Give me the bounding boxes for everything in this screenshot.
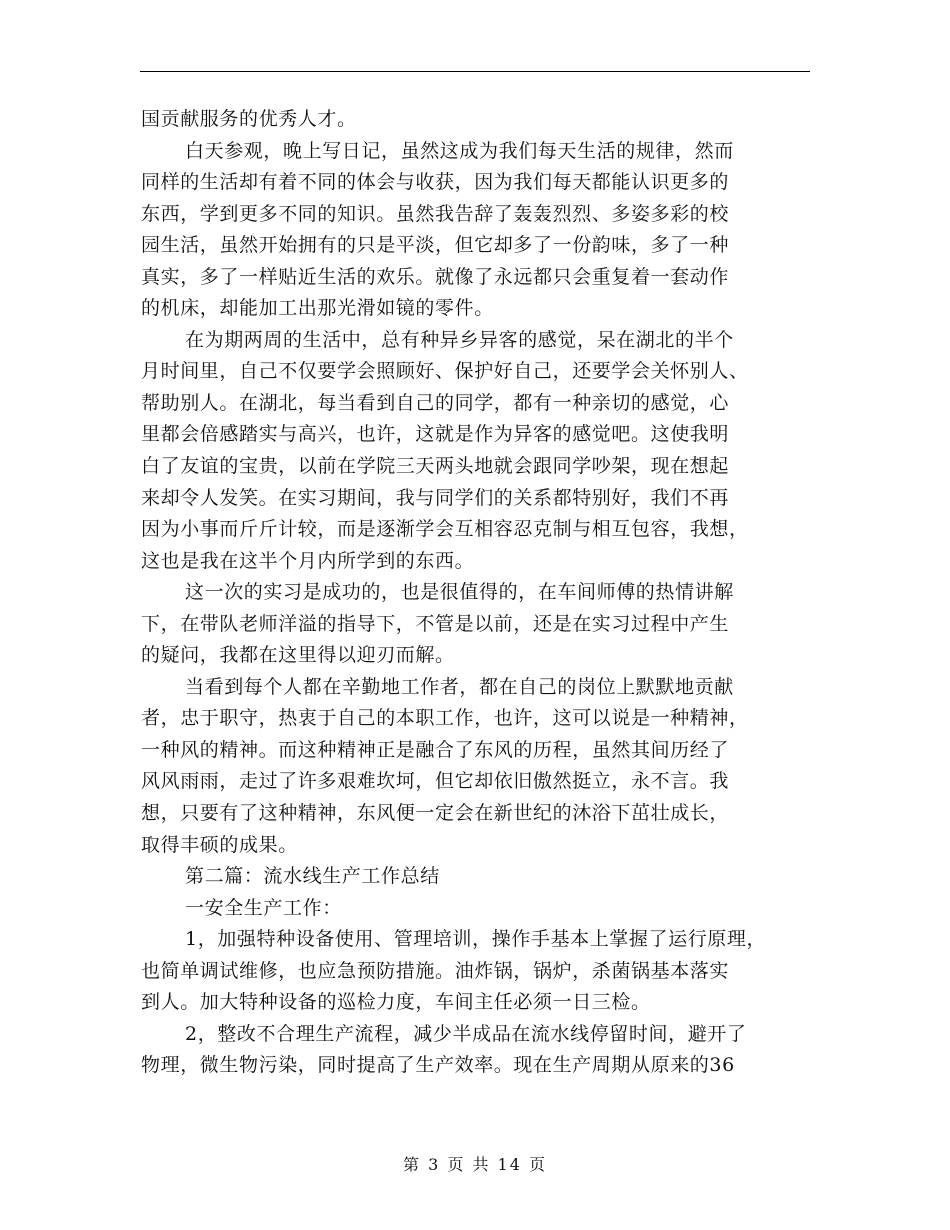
text-line: 月时间里，自己不仅要学会照顾好、保护好自己，还要学会关怀别人、 xyxy=(141,360,749,383)
text-line: 东西，学到更多不同的知识。虽然我告辞了轰轰烈烈、多姿多彩的校 xyxy=(141,202,730,225)
text-line: 1，加强特种设备使用、管理培训，操作手基本上掌握了运行原理， xyxy=(185,928,767,951)
text-line: 帮助别人。在湖北，每当看到自己的同学，都有一种亲切的感觉，心 xyxy=(141,391,730,414)
text-line: 下，在带队老师洋溢的指导下，不管是以前，还是在实习过程中产生 xyxy=(141,612,730,635)
text-line: 这一次的实习是成功的，也是很值得的，在车间师傅的热情讲解 xyxy=(185,581,734,604)
text-line: 来却令人发笑。在实习期间，我与同学们的关系都特别好，我们不再 xyxy=(141,486,730,509)
text-line: 这也是我在这半个月内所学到的东西。 xyxy=(141,549,475,572)
text-line: 园生活，虽然开始拥有的只是平淡，但它却多了一份韵味，多了一种 xyxy=(141,234,730,257)
section-heading: 第二篇：流水线生产工作总结 xyxy=(185,865,440,888)
text-line: 风风雨雨，走过了许多艰难坎坷，但它却依旧傲然挺立，永不言。我 xyxy=(141,770,730,793)
text-line: 白了友谊的宝贵，以前在学院三天两头地就会跟同学吵架，现在想起 xyxy=(141,455,730,478)
text-line: 因为小事而斤斤计较，而是逐渐学会互相容忍克制与相互包容，我想， xyxy=(141,518,749,541)
text-line: 在为期两周的生活中，总有种异乡异客的感觉，呆在湖北的半个 xyxy=(185,328,734,351)
text-line: 者，忠于职守，热衷于自己的本职工作，也许，这可以说是一种精神， xyxy=(141,707,749,730)
text-line: 也简单调试维修，也应急预防措施。油炸锅，锅炉，杀菌锅基本落实 xyxy=(141,959,730,982)
subsection-heading: 一安全生产工作： xyxy=(185,896,342,919)
page-number: 第 3 页 共 14 页 xyxy=(403,1155,547,1174)
text-line: 白天参观，晚上写日记，虽然这成为我们每天生活的规律，然而 xyxy=(185,139,734,162)
text-line: 想，只要有了这种精神，东风便一定会在新世纪的沐浴下茁壮成长， xyxy=(141,802,730,825)
text-line: 一种风的精神。而这种精神正是融合了东风的历程，虽然其间历经了 xyxy=(141,738,730,761)
text-line: 国贡献服务的优秀人才。 xyxy=(141,108,357,130)
text-line: 2，整改不合理生产流程，减少半成品在流水线停留时间，避开了 xyxy=(185,1022,747,1045)
text-line: 里都会倍感踏实与高兴，也许，这就是作为异客的感觉吧。这使我明 xyxy=(141,423,730,446)
text-line: 的机床，却能加工出那光滑如镜的零件。 xyxy=(141,297,494,320)
document-body xyxy=(141,104,811,1082)
text-line: 当看到每个人都在辛勤地工作者，都在自己的岗位上默默地贡献 xyxy=(185,675,734,698)
header-rule xyxy=(140,71,810,72)
text-line: 真实，多了一样贴近生活的欢乐。就像了永远都只会重复着一套动作 xyxy=(141,265,730,288)
text-line: 物理，微生物污染，同时提高了生产效率。现在生产周期从原来的36 xyxy=(141,1054,735,1077)
text-line: 同样的生活却有着不同的体会与收获，因为我们每天都能认识更多的 xyxy=(141,171,730,194)
text-line: 的疑问，我都在这里得以迎刃而解。 xyxy=(141,644,455,667)
text-line: 取得丰硕的成果。 xyxy=(141,833,298,856)
text-line: 到人。加大特种设备的巡检力度，车间主任必须一日三检。 xyxy=(141,991,651,1014)
